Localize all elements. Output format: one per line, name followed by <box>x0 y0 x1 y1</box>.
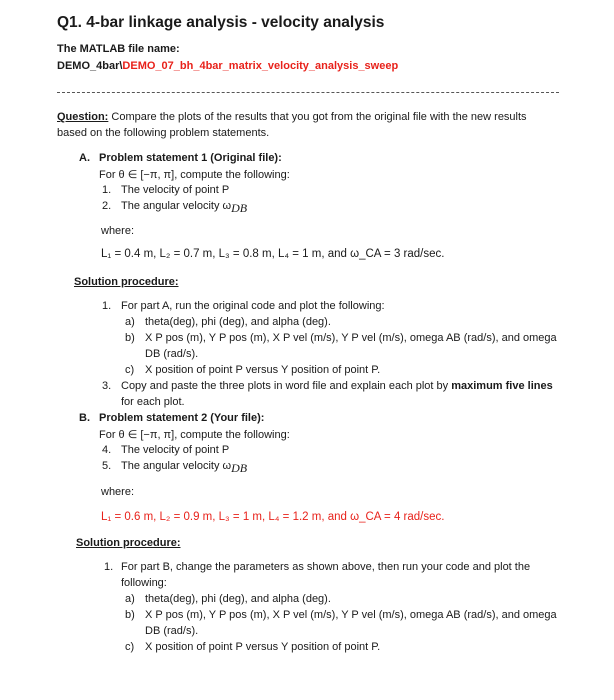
part-a-item-text: The velocity of point P <box>121 184 230 196</box>
part-a-item-num: 1. <box>102 184 112 196</box>
file-name: DEMO_07_bh_4bar_matrix_velocity_analysis_sweep <box>122 60 399 72</box>
step-text: X P pos (m), Y P pos (m), X P vel (m/s), Y P vel (m/s), omega AB (rad/s), and omega <box>145 609 557 621</box>
step-num: b) <box>125 332 135 344</box>
question-label: Question: <box>57 111 109 123</box>
part-b-where: where: <box>101 486 135 498</box>
step-num: a) <box>125 593 135 605</box>
part-a-equation: L₁ = 0.4 m, L₂ = 0.7 m, L₃ = 0.8 m, L₄ = 1 m, and ω_CA = 3 rad/sec. <box>101 248 445 260</box>
question-line-2: based on the following problem statements. <box>57 127 270 139</box>
step-text: following: <box>121 577 167 589</box>
step-text-plain: Copy and paste the three plots in word file and explain each plot by <box>121 380 452 392</box>
part-a-item-num: 2. <box>102 200 112 212</box>
part-b-item-text <box>121 460 247 476</box>
step-text <box>121 380 553 392</box>
part-b-heading: Problem statement 2 (Your file): <box>99 412 265 424</box>
step-num: 3. <box>102 380 112 392</box>
step-text: X P pos (m), Y P pos (m), X P vel (m/s), Y P vel (m/s), omega AB (rad/s), and omega <box>145 332 557 344</box>
question-text-1: Compare the plots of the results that you got from the original file with the new results <box>108 111 527 123</box>
part-a-where: where: <box>101 225 135 237</box>
step-text: X position of point P versus Y position of point P. <box>145 364 381 376</box>
part-a-heading: Problem statement 1 (Original file): <box>99 152 282 164</box>
omega-subscript: DB <box>231 461 248 476</box>
step-text: theta(deg), phi (deg), and alpha (deg). <box>145 593 331 605</box>
step-text: theta(deg), phi (deg), and alpha (deg). <box>145 316 331 328</box>
step-num: c) <box>125 364 135 376</box>
question-line-1 <box>57 111 527 123</box>
omega-label: The angular velocity ω <box>121 200 232 212</box>
part-a-for-line: For θ ∈ [−π, π], compute the following: <box>99 169 290 181</box>
omega-subscript: DB <box>231 201 248 216</box>
part-b-item-num: 5. <box>102 460 112 472</box>
step-text-bold: maximum five lines <box>451 380 553 392</box>
part-b-for-line: For θ ∈ [−π, π], compute the following: <box>99 429 290 441</box>
step-num: a) <box>125 316 135 328</box>
step-text: X position of point P versus Y position of point P. <box>145 641 381 653</box>
part-b-item-num: 4. <box>102 444 112 456</box>
file-path <box>57 60 398 72</box>
step-num: c) <box>125 641 135 653</box>
part-b-item-text: The velocity of point P <box>121 444 230 456</box>
step-num: b) <box>125 609 135 621</box>
step-text: for each plot. <box>121 396 185 408</box>
part-b-marker: B. <box>79 412 90 424</box>
part-b-equation: L₁ = 0.6 m, L₂ = 0.9 m, L₃ = 1 m, L₄ = 1.2 m, and ω_CA = 4 rad/sec. <box>101 511 445 523</box>
file-prefix: DEMO_4bar\ <box>57 60 123 72</box>
step-text: DB (rad/s). <box>145 348 199 360</box>
omega-label: The angular velocity ω <box>121 460 232 472</box>
document-title: Q1. 4-bar linkage analysis - velocity analysis <box>57 14 385 31</box>
part-b-solution-heading: Solution procedure: <box>76 537 181 549</box>
part-a-marker: A. <box>79 152 90 164</box>
step-num: 1. <box>104 561 114 573</box>
dashed-divider <box>57 92 559 93</box>
step-num: 1. <box>102 300 112 312</box>
step-text: For part B, change the parameters as shown above, then run your code and plot the <box>121 561 531 573</box>
step-text: For part A, run the original code and plot the following: <box>121 300 385 312</box>
part-a-item-text <box>121 200 247 216</box>
step-text: DB (rad/s). <box>145 625 199 637</box>
file-label: The MATLAB file name: <box>57 43 180 55</box>
part-a-solution-heading: Solution procedure: <box>74 276 179 288</box>
